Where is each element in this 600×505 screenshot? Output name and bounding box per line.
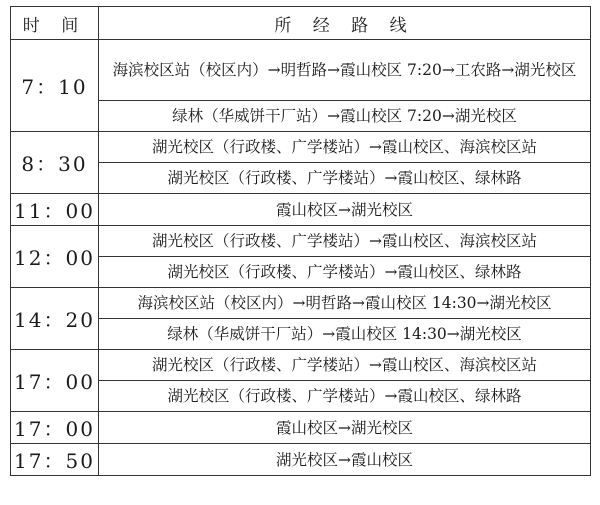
table-row (11, 350, 591, 381)
departure-time: 11：00 (11, 194, 99, 226)
route-cell: 湖光校区（行政楼、广学楼站）→霞山校区、绿林路 (99, 163, 591, 194)
bus-schedule-table (10, 6, 591, 476)
route-cell: 霞山校区→湖光校区 (99, 194, 591, 226)
route-cell: 湖光校区（行政楼、广学楼站）→霞山校区、海滨校区站 (99, 132, 591, 163)
route-cell: 湖光校区（行政楼、广学楼站）→霞山校区、绿林路 (99, 381, 591, 412)
table-row (11, 40, 591, 101)
departure-time: 17：00 (11, 350, 99, 412)
route-cell: 湖光校区（行政楼、广学楼站）→霞山校区、海滨校区站 (99, 350, 591, 381)
table-row (11, 132, 591, 163)
table-row (11, 412, 591, 444)
departure-time: 17：00 (11, 412, 99, 444)
table-row (11, 444, 591, 476)
table-row (11, 226, 591, 257)
departure-time: 7：10 (11, 40, 99, 132)
departure-time: 8：30 (11, 132, 99, 194)
route-cell: 霞山校区→湖光校区 (99, 412, 591, 444)
departure-time: 17：50 (11, 444, 99, 476)
route-cell: 绿林（华威饼干厂站）→霞山校区 14:30→湖光校区 (99, 319, 591, 350)
route-cell: 湖光校区（行政楼、广学楼站）→霞山校区、海滨校区站 (99, 226, 591, 257)
time-column-header: 时 间 (11, 7, 99, 40)
departure-time: 12：00 (11, 226, 99, 288)
table-row (11, 194, 591, 226)
table-row (11, 288, 591, 319)
route-cell: 湖光校区→霞山校区 (99, 444, 591, 476)
departure-time: 14：20 (11, 288, 99, 350)
route-column-header: 所 经 路 线 (99, 7, 591, 40)
route-cell: 海滨校区站（校区内）→明哲路→霞山校区 14:30→湖光校区 (99, 288, 591, 319)
route-cell: 海滨校区站（校区内）→明哲路→霞山校区 7:20→工农路→湖光校区 (99, 40, 591, 101)
route-cell: 湖光校区（行政楼、广学楼站）→霞山校区、绿林路 (99, 257, 591, 288)
route-cell: 绿林（华威饼干厂站）→霞山校区 7:20→湖光校区 (99, 101, 591, 132)
table-header-row (11, 7, 591, 40)
